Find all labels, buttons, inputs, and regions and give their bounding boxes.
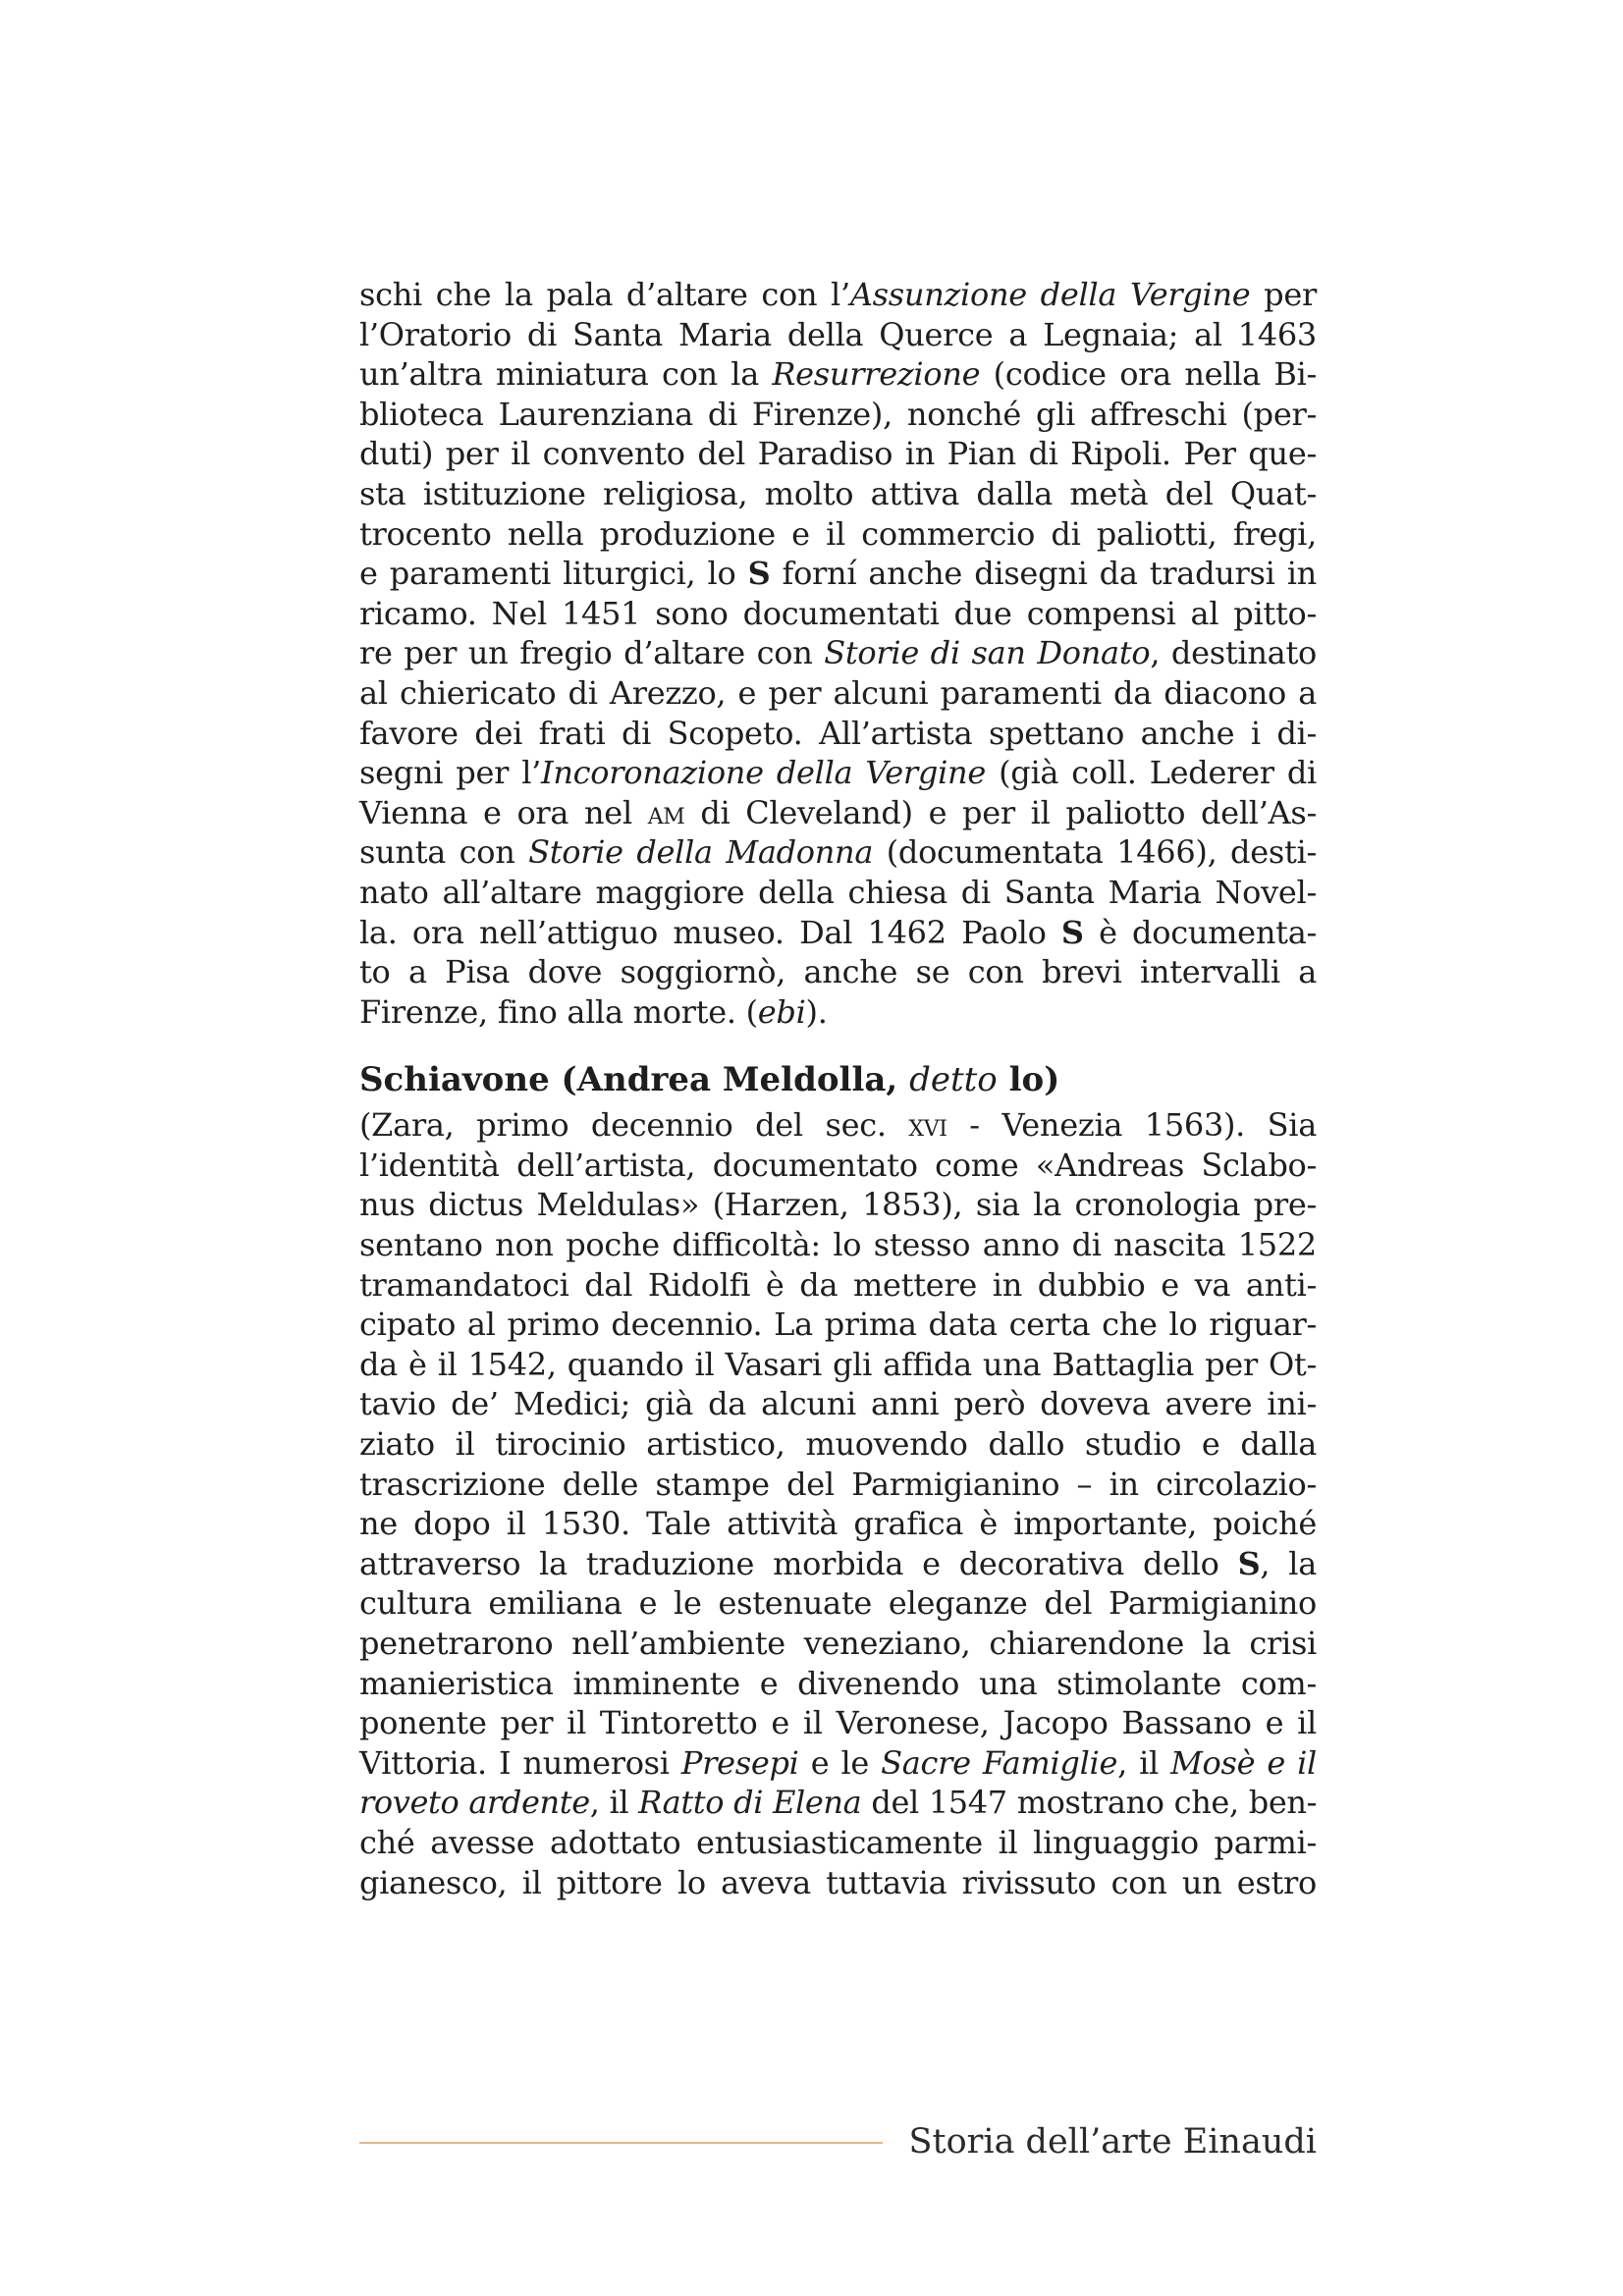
text-segment: per	[1250, 276, 1317, 313]
text-line	[359, 1823, 1317, 1863]
text-line	[359, 633, 1317, 673]
text-line	[359, 1465, 1317, 1505]
text-segment: ché avesse adottato entusiasticamente il linguaggio parmi-	[359, 1823, 1317, 1861]
italic-text: Mosè e il	[1170, 1743, 1317, 1782]
text-segment: - Venezia 1563). Sia	[947, 1106, 1318, 1145]
text-segment: ne dopo il 1530. Tale attività grafica è importante, poiché	[359, 1505, 1317, 1543]
entry-heading-suffix: lo)	[997, 1060, 1060, 1100]
text-segment: (codice ora nella Bi-	[980, 355, 1318, 394]
italic-text: roveto ardente	[359, 1784, 590, 1822]
text-segment: , il	[1117, 1743, 1171, 1782]
text-segment: ponente per il Tintoretto e il Veronese, Jacopo Bassano e il	[359, 1704, 1317, 1742]
text-segment: forní anche disegni da tradursi in	[770, 555, 1317, 593]
text-segment: è documenta-	[1083, 913, 1317, 951]
text-line	[359, 913, 1317, 953]
text-segment: trascrizione delle stampe del Parmigianino – in circolazio-	[359, 1465, 1317, 1503]
text-line	[359, 395, 1317, 435]
entry-heading-italic: detto	[909, 1060, 998, 1100]
entry-body	[359, 1105, 1317, 1902]
text-line	[359, 1664, 1317, 1704]
text-line	[359, 793, 1317, 833]
text-segment: (Zara, primo decennio del sec.	[359, 1106, 909, 1145]
text-segment: tavio de’ Medici; già da alcuni anni però doveva avere ini-	[359, 1385, 1317, 1423]
text-segment: Vienna e ora nel	[359, 793, 648, 831]
text-line	[359, 1583, 1317, 1624]
text-segment: (già coll. Lederer di	[985, 754, 1317, 792]
text-line	[359, 554, 1317, 594]
text-line	[359, 992, 1317, 1033]
bold-text: S	[1237, 1544, 1261, 1582]
text-line	[359, 514, 1317, 555]
text-line	[359, 594, 1317, 634]
text-line	[359, 1863, 1317, 1903]
text-segment: segni per l’	[359, 754, 542, 792]
text-segment: duti) per il convento del Paradiso in Pian di Ripoli. Per que-	[359, 435, 1317, 473]
text-line	[359, 1225, 1317, 1265]
text-line	[359, 1384, 1317, 1424]
text-segment: tramandatoci dal Ridolfi è da mettere in dubbio e va anti-	[359, 1265, 1317, 1304]
text-segment: gianesco, il pittore lo aveva tuttavia rivissuto con un estro	[359, 1863, 1317, 1901]
text-segment: del 1547 mostrano che, ben-	[861, 1784, 1317, 1822]
small-caps-text: am	[647, 793, 685, 831]
italic-text: Presepi	[680, 1743, 799, 1782]
small-caps-text: xvi	[908, 1106, 947, 1145]
text-segment: sta istituzione religiosa, molto attiva dalla metà del Quat-	[359, 474, 1317, 512]
text-segment: nus dictus Meldulas» (Harzen, 1853), sia la cronologia pre-	[359, 1186, 1317, 1224]
entry-heading-name: Schiavone (Andrea Meldolla,	[359, 1060, 910, 1100]
text-line	[359, 1783, 1317, 1823]
text-line	[359, 1105, 1317, 1146]
text-line	[359, 354, 1317, 395]
text-segment: e paramenti liturgici, lo	[359, 555, 748, 593]
page-body	[359, 275, 1317, 1902]
text-segment: attraverso la traduzione morbida e decorativa dello	[359, 1544, 1238, 1582]
text-segment: cipato al primo decennio. La prima data certa che lo riguar-	[359, 1306, 1317, 1344]
italic-text: Ratto di Elena	[638, 1784, 862, 1822]
text-segment: schi che la pala d’altare con l’	[359, 276, 850, 313]
text-line	[359, 1265, 1317, 1306]
text-segment: favore dei frati di Scopeto. All’artista spettano anche i di-	[359, 714, 1317, 752]
text-line	[359, 315, 1317, 355]
italic-text: Storie di san Donato	[824, 634, 1151, 672]
text-segment: cultura emiliana e le estenuate eleganze del Parmigianino	[359, 1584, 1317, 1623]
text-segment: , destinato	[1150, 634, 1317, 672]
italic-text: Storie della Madonna	[528, 833, 874, 872]
text-line	[359, 1624, 1317, 1664]
footer-rule	[359, 2142, 883, 2144]
text-line	[359, 1743, 1317, 1784]
italic-text: Incoronazione della Vergine	[541, 754, 986, 792]
text-segment: trocento nella produzione e il commercio di paliotti, fregi,	[359, 514, 1317, 553]
bold-text: S	[747, 555, 771, 593]
text-line	[359, 873, 1317, 913]
text-segment: un’altra miniatura con la	[359, 355, 773, 394]
text-segment: l’identità dell’artista, documentato come «Andreas Sclabo-	[359, 1146, 1317, 1184]
text-segment: blioteca Laurenziana di Firenze), nonché gli affreschi (per-	[359, 395, 1317, 433]
italic-text: Resurrezione	[772, 355, 981, 394]
text-line	[359, 434, 1317, 474]
text-line	[359, 1185, 1317, 1225]
entry-continuation	[359, 275, 1317, 1032]
text-segment: da è il 1542, quando il Vasari gli affida una Battaglia per Ot-	[359, 1345, 1317, 1383]
text-line	[359, 952, 1317, 992]
text-segment: sunta con	[359, 833, 529, 872]
text-segment: (documentata 1466), desti-	[873, 833, 1317, 872]
text-segment: nato all’altare maggiore della chiesa di Santa Maria Novel-	[359, 873, 1317, 911]
text-segment: to a Pisa dove soggiornò, anche se con brevi intervalli a	[359, 953, 1317, 991]
text-line	[359, 1146, 1317, 1186]
text-segment: , il	[589, 1784, 639, 1822]
text-segment: la. ora nell’attiguo museo. Dal 1462 Paolo	[359, 913, 1061, 951]
text-segment: di Cleveland) e per il paliotto dell’As-	[684, 793, 1318, 831]
text-line	[359, 1504, 1317, 1544]
text-line	[359, 275, 1317, 315]
text-segment: e le	[798, 1743, 882, 1782]
text-segment: manieristica imminente e divenendo una stimolante com-	[359, 1664, 1317, 1702]
text-line	[359, 1544, 1317, 1584]
entry-heading	[359, 1058, 1317, 1101]
text-segment: sentano non poche difficoltà: lo stesso anno di nascita 1522	[359, 1226, 1317, 1264]
italic-text: Assunzione della Vergine	[849, 276, 1251, 313]
text-line	[359, 1424, 1317, 1465]
text-line	[359, 753, 1317, 793]
text-segment: ziato il tirocinio artistico, muovendo dallo studio e dalla	[359, 1425, 1317, 1464]
italic-text: Sacre Famiglie	[881, 1743, 1118, 1782]
text-segment: penetrarono nell’ambiente veneziano, chiarendone la crisi	[359, 1625, 1317, 1662]
text-line	[359, 474, 1317, 514]
text-line	[359, 1345, 1317, 1385]
text-segment: ricamo. Nel 1451 sono documentati due compensi al pitto-	[359, 594, 1317, 632]
text-segment: al chiericato di Arezzo, e per alcuni paramenti da diacono a	[359, 673, 1317, 712]
text-line	[359, 673, 1317, 714]
text-line	[359, 1703, 1317, 1743]
footer-publisher: Storia dell’arte Einaudi	[908, 2122, 1317, 2162]
bold-text: S	[1060, 913, 1084, 951]
text-segment: Firenze, fino alla morte. (	[359, 992, 758, 1031]
text-segment: ).	[805, 992, 828, 1031]
text-line	[359, 1305, 1317, 1345]
text-segment: re per un fregio d’altare con	[359, 634, 825, 672]
text-line	[359, 714, 1317, 754]
text-line	[359, 832, 1317, 873]
text-segment: l’Oratorio di Santa Maria della Querce a Legnaia; al 1463	[359, 315, 1317, 353]
italic-text: ebi	[757, 992, 806, 1031]
text-segment: Vittoria. I numerosi	[359, 1743, 681, 1782]
text-segment: , la	[1260, 1544, 1317, 1582]
